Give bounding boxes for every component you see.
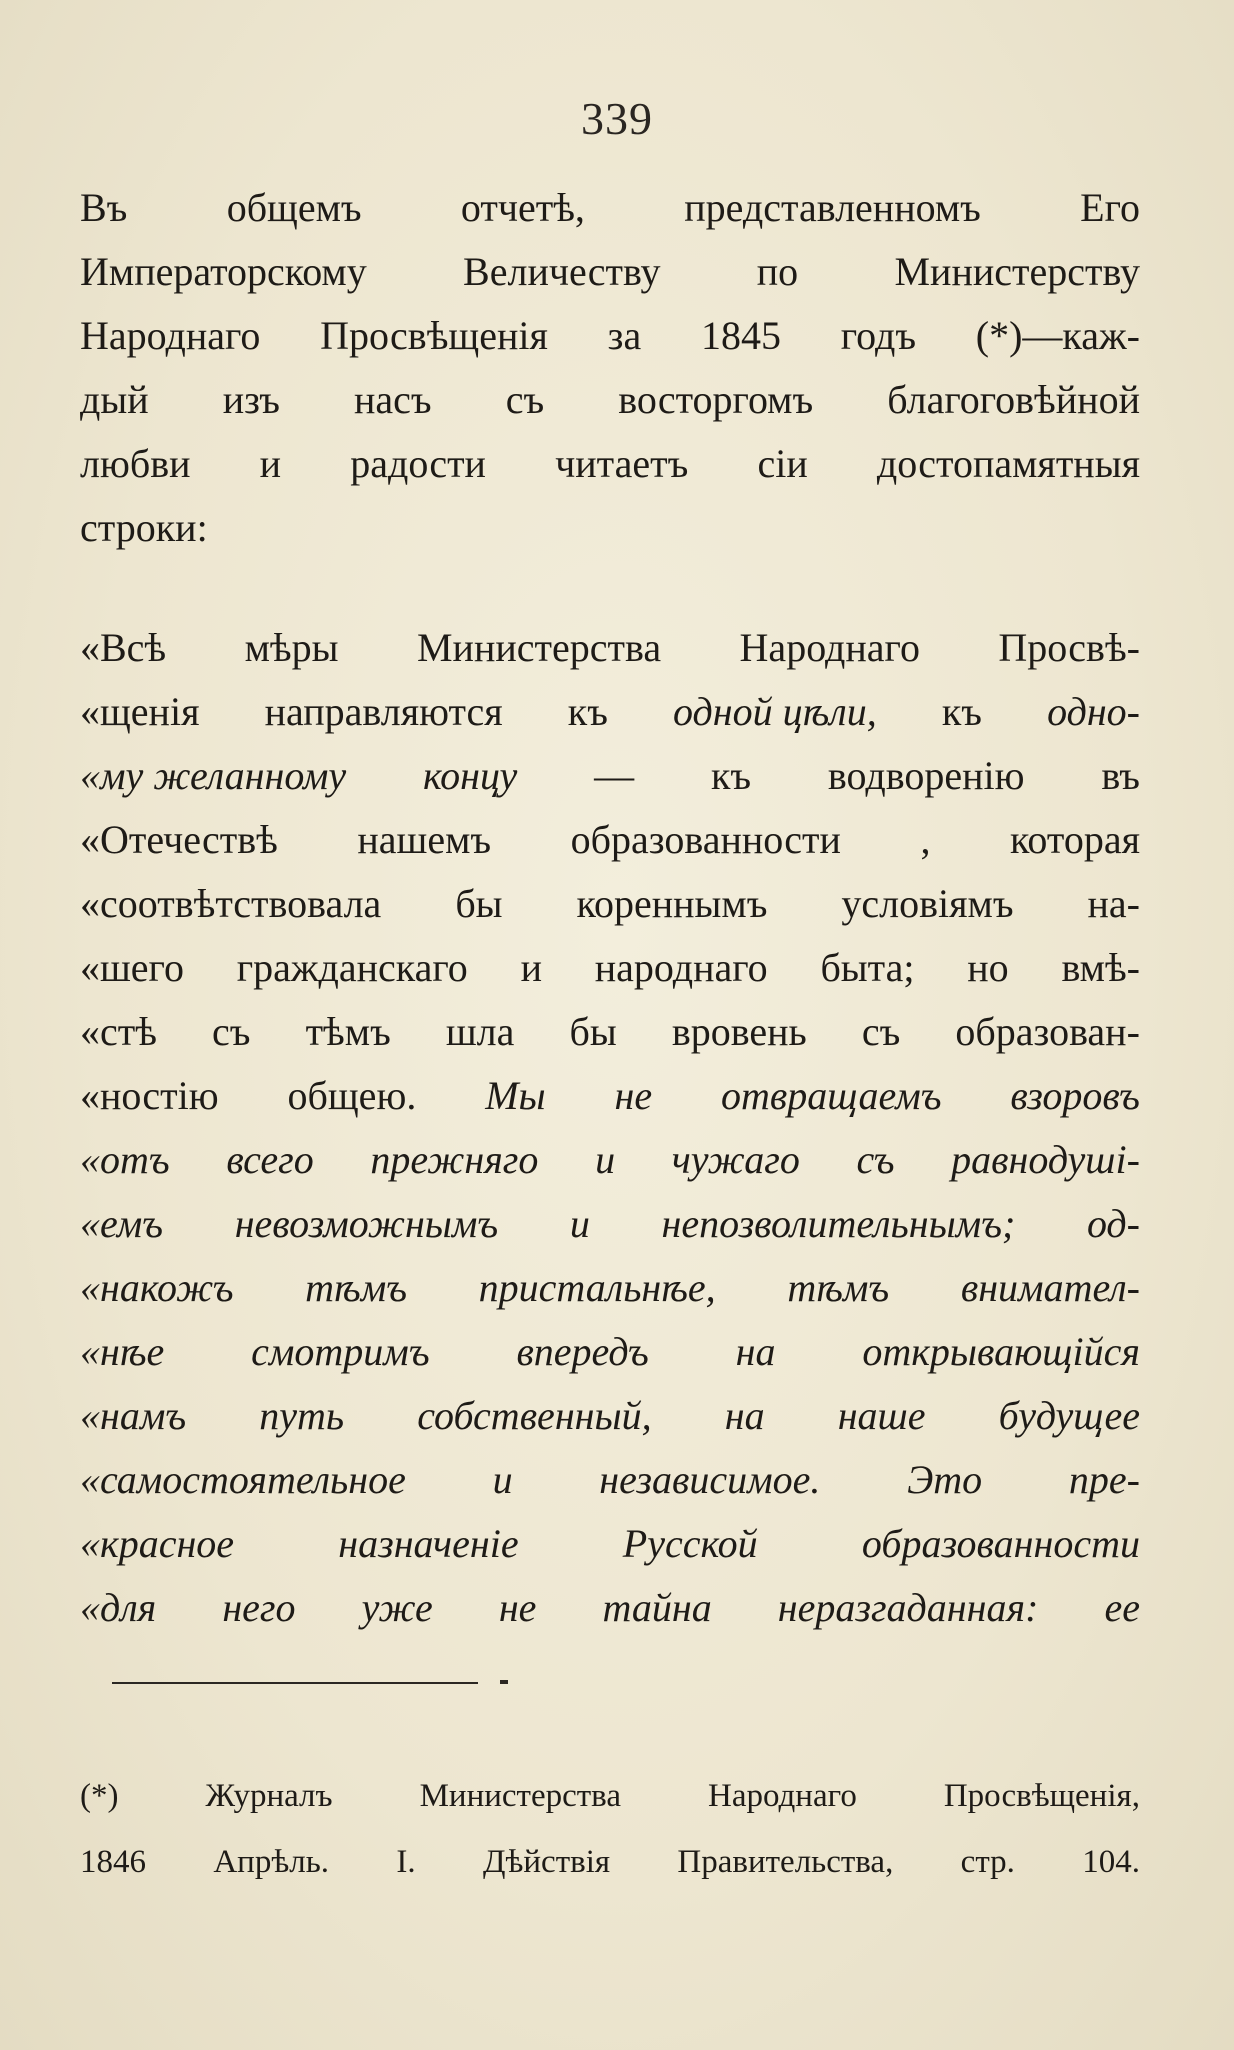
- footnote-word: стр.: [960, 1844, 1015, 1880]
- quote-word: «соотвѣтствовала: [80, 881, 382, 926]
- intro-word: 1845: [700, 313, 781, 358]
- quote-word: собственный,: [417, 1393, 652, 1438]
- footnote-word: I.: [396, 1844, 416, 1880]
- quote-word: «накожъ: [80, 1265, 234, 1310]
- quote-word: взоровъ: [1010, 1073, 1140, 1118]
- intro-word: строки:: [80, 505, 208, 550]
- footnote-separator-rule: [112, 1682, 478, 1684]
- quote-word: тѣмъ: [305, 1009, 391, 1054]
- intro-word: и: [259, 441, 282, 486]
- quote-word: «шего: [80, 945, 184, 990]
- intro-word: Императорскому: [80, 249, 367, 294]
- footnote-word: 1846: [80, 1844, 146, 1880]
- quote-line: [80, 1072, 1140, 1136]
- quote-line: [80, 1328, 1140, 1392]
- quote-word: нашемъ: [357, 817, 492, 862]
- quote-word: не: [614, 1073, 653, 1118]
- quote-word: концу: [422, 753, 518, 798]
- quote-line: [80, 1136, 1140, 1200]
- quote-word: и: [569, 1201, 590, 1246]
- intro-word: благоговѣйной: [887, 377, 1140, 422]
- intro-word: восторгомъ: [618, 377, 814, 422]
- quote-word: Министерства: [416, 625, 662, 670]
- quote-word: шла: [445, 1009, 515, 1054]
- quote-word: съ: [861, 1009, 901, 1054]
- quote-word: внимател-: [960, 1265, 1140, 1310]
- intro-line: [80, 376, 1140, 440]
- quote-line: [80, 1520, 1140, 1584]
- quote-word: всего: [226, 1137, 314, 1182]
- quote-word: на: [724, 1393, 765, 1438]
- intro-line: [80, 248, 1140, 312]
- quote-word: бы: [455, 881, 503, 926]
- quote-line: [80, 752, 1140, 816]
- intro-paragraph: [80, 184, 1140, 568]
- intro-word: насъ: [354, 377, 432, 422]
- footnote-word: Министерства: [419, 1778, 621, 1814]
- quote-word: чужаго: [671, 1137, 800, 1182]
- footnote-word: (*): [80, 1778, 119, 1814]
- quote-word: «отъ: [80, 1137, 170, 1182]
- quote-word: ,: [920, 817, 931, 862]
- quote-line: [80, 1456, 1140, 1520]
- intro-word: общемъ: [226, 185, 362, 230]
- intro-word: Въ: [80, 185, 128, 230]
- quote-word: смотримъ: [251, 1329, 430, 1374]
- quote-word: образованности: [861, 1521, 1140, 1566]
- quote-word: «красное: [80, 1521, 235, 1566]
- footnote-separator-dash: [500, 1680, 508, 1684]
- quote-word: на-: [1087, 881, 1140, 926]
- quote-word: Просвѣ-: [998, 625, 1140, 670]
- intro-word: Министерству: [894, 249, 1140, 294]
- quote-word: пре-: [1068, 1457, 1140, 1502]
- quote-word: «намъ: [80, 1393, 187, 1438]
- quote-word: кореннымъ: [576, 881, 768, 926]
- quote-line: [80, 880, 1140, 944]
- quote-line: [80, 1584, 1140, 1648]
- intro-word: любви: [80, 441, 191, 486]
- quote-word: наше: [837, 1393, 926, 1438]
- intro-word: сіи: [757, 441, 808, 486]
- intro-word: читаетъ: [555, 441, 689, 486]
- quote-word: вмѣ-: [1061, 945, 1140, 990]
- quote-word: быта;: [820, 945, 915, 990]
- intro-word: съ: [505, 377, 545, 422]
- quote-word: «Отечествѣ: [80, 817, 278, 862]
- quote-word: общею.: [287, 1073, 417, 1118]
- quoted-passage: [80, 624, 1140, 1648]
- quote-word: къ: [710, 753, 752, 798]
- quote-word: «щенія: [80, 689, 200, 734]
- quote-word: направляются: [264, 689, 503, 734]
- footnote-line: [80, 1844, 1140, 1910]
- footnote-word: Дѣйствія: [482, 1844, 611, 1880]
- quote-word: открывающійся: [862, 1329, 1140, 1374]
- intro-line: [80, 440, 1140, 504]
- quote-word: на: [735, 1329, 776, 1374]
- intro-line: [80, 312, 1140, 376]
- intro-word: дый: [80, 377, 149, 422]
- quote-word: уже: [361, 1585, 433, 1630]
- intro-word: (*)—каж-: [975, 313, 1140, 358]
- footnote-word: Апрѣль.: [213, 1844, 330, 1880]
- quote-word: къ: [941, 689, 982, 734]
- quote-word: «ностію: [80, 1073, 219, 1118]
- quote-word: условіямъ: [841, 881, 1014, 926]
- quote-word: съ: [212, 1009, 251, 1054]
- intro-line: [80, 504, 1140, 568]
- quote-word: Это: [907, 1457, 983, 1502]
- quote-word: него: [222, 1585, 296, 1630]
- quote-word: «стѣ: [80, 1009, 157, 1054]
- intro-word: Его: [1080, 185, 1140, 230]
- quote-line: [80, 688, 1140, 752]
- intro-word: за: [607, 313, 642, 358]
- quote-line: [80, 816, 1140, 880]
- quote-word: неразгаданная:: [777, 1585, 1039, 1630]
- intro-word: годъ: [840, 313, 916, 358]
- intro-word: Просвѣщенія: [320, 313, 548, 358]
- quote-word: мѣры: [244, 625, 339, 670]
- intro-word: радости: [350, 441, 486, 486]
- quote-line: [80, 1392, 1140, 1456]
- quote-word: Мы: [485, 1073, 546, 1118]
- quote-word: въ: [1101, 753, 1140, 798]
- quote-line: [80, 1008, 1140, 1072]
- quote-word: гражданскаго: [236, 945, 468, 990]
- quote-word: народнаго: [594, 945, 768, 990]
- quote-word: тѣмъ: [787, 1265, 890, 1310]
- quote-word: «нѣе: [80, 1329, 165, 1374]
- intro-word: по: [756, 249, 799, 294]
- quote-word: путь: [259, 1393, 345, 1438]
- intro-line: [80, 184, 1140, 248]
- quote-word: Народнаго: [739, 625, 920, 670]
- quote-word: «Всѣ: [80, 625, 167, 670]
- footnote-word: Просвѣщенія,: [943, 1778, 1140, 1814]
- quote-word: пристальнѣе,: [478, 1265, 716, 1310]
- quote-word: но: [967, 945, 1009, 990]
- intro-word: представленномъ: [684, 185, 981, 230]
- quote-word: тѣмъ: [305, 1265, 407, 1310]
- footnote-line: [80, 1778, 1140, 1844]
- quote-word: образован-: [955, 1009, 1140, 1054]
- quote-line: [80, 944, 1140, 1008]
- quote-word: «му желанному: [80, 753, 347, 798]
- quote-word: од-: [1086, 1201, 1140, 1246]
- quote-word: образованности: [570, 817, 841, 862]
- quote-word: невозможнымъ: [234, 1201, 499, 1246]
- quote-word: прежняго: [370, 1137, 539, 1182]
- quote-line: [80, 1200, 1140, 1264]
- page-number: 339: [581, 93, 653, 144]
- quote-word: и: [492, 1457, 513, 1502]
- footnote-word: 104.: [1082, 1844, 1140, 1880]
- quote-word: и: [595, 1137, 616, 1182]
- quote-word: къ: [567, 689, 608, 734]
- quote-word: вровень: [671, 1009, 807, 1054]
- quote-word: будущее: [998, 1393, 1140, 1438]
- intro-word: отчетѣ,: [460, 185, 585, 230]
- quote-word: одной цѣли,: [673, 689, 877, 734]
- quote-word: «самостоятельное: [80, 1457, 406, 1502]
- quote-word: Русской: [622, 1521, 758, 1566]
- quote-word: которая: [1009, 817, 1140, 862]
- quote-word: равнодуші-: [951, 1137, 1140, 1182]
- intro-word: изъ: [222, 377, 280, 422]
- quote-line: [80, 624, 1140, 688]
- footnote-word: Журналъ: [205, 1778, 333, 1814]
- quote-word: «емъ: [80, 1201, 164, 1246]
- quote-word: ее: [1104, 1585, 1140, 1630]
- intro-word: достопамятныя: [876, 441, 1140, 486]
- quote-word: непозволительнымъ;: [661, 1201, 1016, 1246]
- quote-word: бы: [569, 1009, 617, 1054]
- quote-word: и: [520, 945, 542, 990]
- quote-word: водворенію: [827, 753, 1025, 798]
- intro-word: Величеству: [463, 249, 661, 294]
- quote-word: съ: [856, 1137, 895, 1182]
- quote-line: [80, 1264, 1140, 1328]
- quote-word: впередъ: [516, 1329, 649, 1374]
- quote-word: отвращаемъ: [721, 1073, 942, 1118]
- intro-word: Народнаго: [80, 313, 261, 358]
- quote-word: не: [498, 1585, 537, 1630]
- quote-word: независимое.: [599, 1457, 821, 1502]
- quote-word: тайна: [602, 1585, 712, 1630]
- quote-word: назначеніе: [338, 1521, 519, 1566]
- quote-word: —: [594, 753, 635, 798]
- footnote-word: Правительства,: [677, 1844, 894, 1880]
- quote-word: одно-: [1047, 689, 1140, 734]
- quote-word: «для: [80, 1585, 157, 1630]
- footnote: [80, 1778, 1140, 1910]
- footnote-word: Народнаго: [707, 1778, 857, 1814]
